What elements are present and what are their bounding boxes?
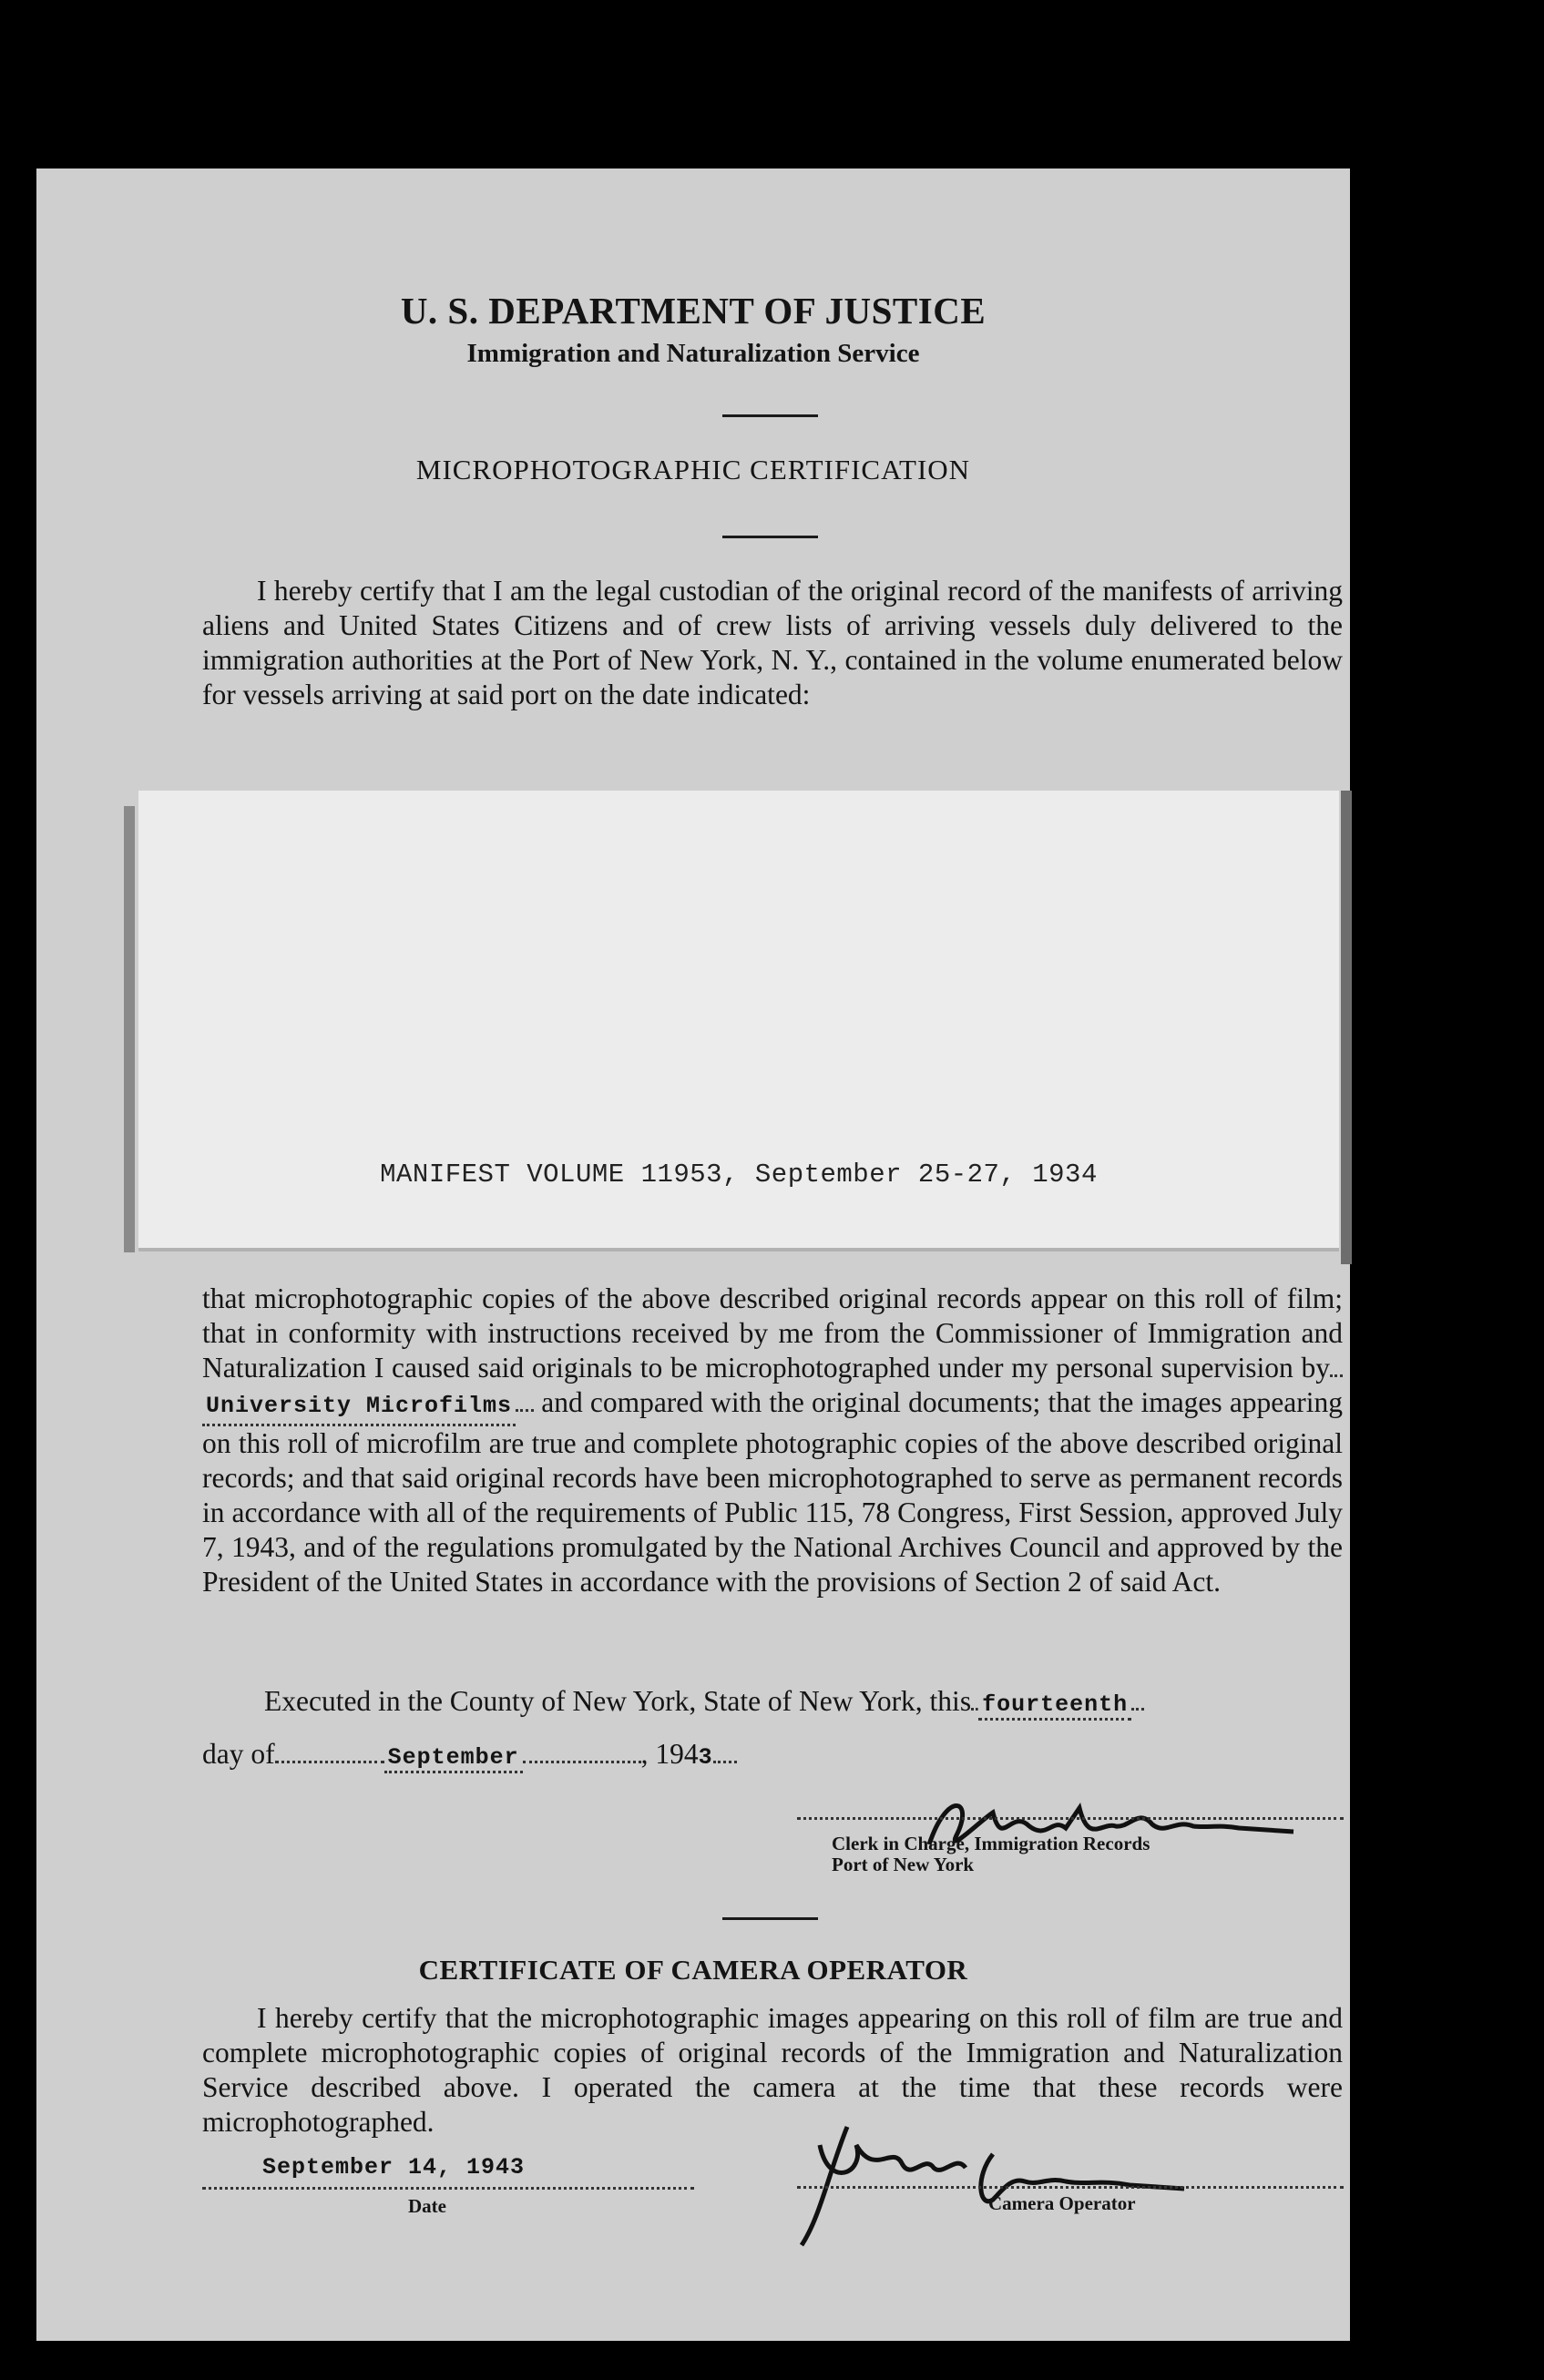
body-paragraph [202, 1282, 1343, 1599]
execution-line [264, 1685, 1348, 1721]
certification-title: MICROPHOTOGRAPHIC CERTIFICATION [415, 454, 971, 485]
clerk-title: Clerk in Charge, Immigration Records [832, 1833, 1150, 1854]
clerk-signature-line [797, 1817, 1344, 1820]
body-paragraph-part1: that microphotographic copies of the above described original records appear on this roll of film; that in conformity with instructions received by me from the Commissioner of Immigration and Naturalization I caused said originals to be microphotographed under my personal supervision by [202, 1282, 1343, 1384]
day-of-line [202, 1738, 737, 1773]
card-edge-right [1341, 791, 1352, 1264]
service-subtitle: Immigration and Naturalization Service [466, 339, 920, 368]
manifest-volume-card [138, 791, 1339, 1251]
divider-certificate [722, 1917, 818, 1920]
camera-operator-label: Camera Operator [988, 2192, 1136, 2214]
camera-certificate-text: I hereby certify that the microphotographic images appearing on this roll of film are true and complete microphotographic copies of original records of the Immigration and Naturalization Service described above. I operated the camera at the time that these records were microphotographed. [202, 2002, 1343, 2138]
execution-prefix: Executed in the County of New York, State of New York, this [264, 1685, 972, 1717]
camera-operator-signature [765, 2090, 1239, 2263]
intro-paragraph-text: I hereby certify that I am the legal custodian of the original record of the manifests of arriving aliens and United States Citizens and of crew lists of arriving vessels duly delivered to the immigration authorities at the Port of New York, N. Y., contained in the volume enumerated below for vessels arriving at said port on the date indicated: [202, 575, 1343, 710]
day-of-label: day of [202, 1738, 275, 1770]
date-label: Date [408, 2195, 446, 2217]
date-field [202, 2152, 694, 2190]
clerk-port: Port of New York [832, 1854, 975, 1875]
manifest-volume-text: MANIFEST VOLUME 11953, September 25-27, 1934 [380, 1159, 1098, 1190]
certificate-sheet [36, 169, 1350, 2341]
body-paragraph-part2: and compared with the original documents; that the images appearing on this roll of microfilm are true and complete photographic copies of the above described original records; and that said original records have been microphotographed to serve as permanent records in accordance with all of the requirements of Public 115, 78 Congress, First Session, approved July 7, 1943, and of the regulations promulgated by the National Archives Council and approved by the President of the United States in accordance with the provisions of Section 2 of said Act. [202, 1386, 1344, 1598]
filmed-by-value: University Microfilms [202, 1389, 516, 1426]
intro-paragraph [202, 574, 1343, 712]
date-value: September 14, 1943 [262, 2154, 526, 2181]
card-edge-left [124, 806, 135, 1252]
camera-operator-signature-line [797, 2186, 1344, 2189]
divider-top [722, 414, 818, 417]
camera-certificate-title: CERTIFICATE OF CAMERA OPERATOR [418, 1954, 968, 1986]
execution-month: September [384, 1744, 523, 1773]
department-title: U. S. DEPARTMENT OF JUSTICE [400, 290, 987, 332]
divider-bottom [722, 536, 818, 538]
year-prefix: , 194 [640, 1738, 699, 1770]
execution-year-digit: 3 [698, 1744, 713, 1771]
execution-day: fourteenth [978, 1691, 1131, 1721]
